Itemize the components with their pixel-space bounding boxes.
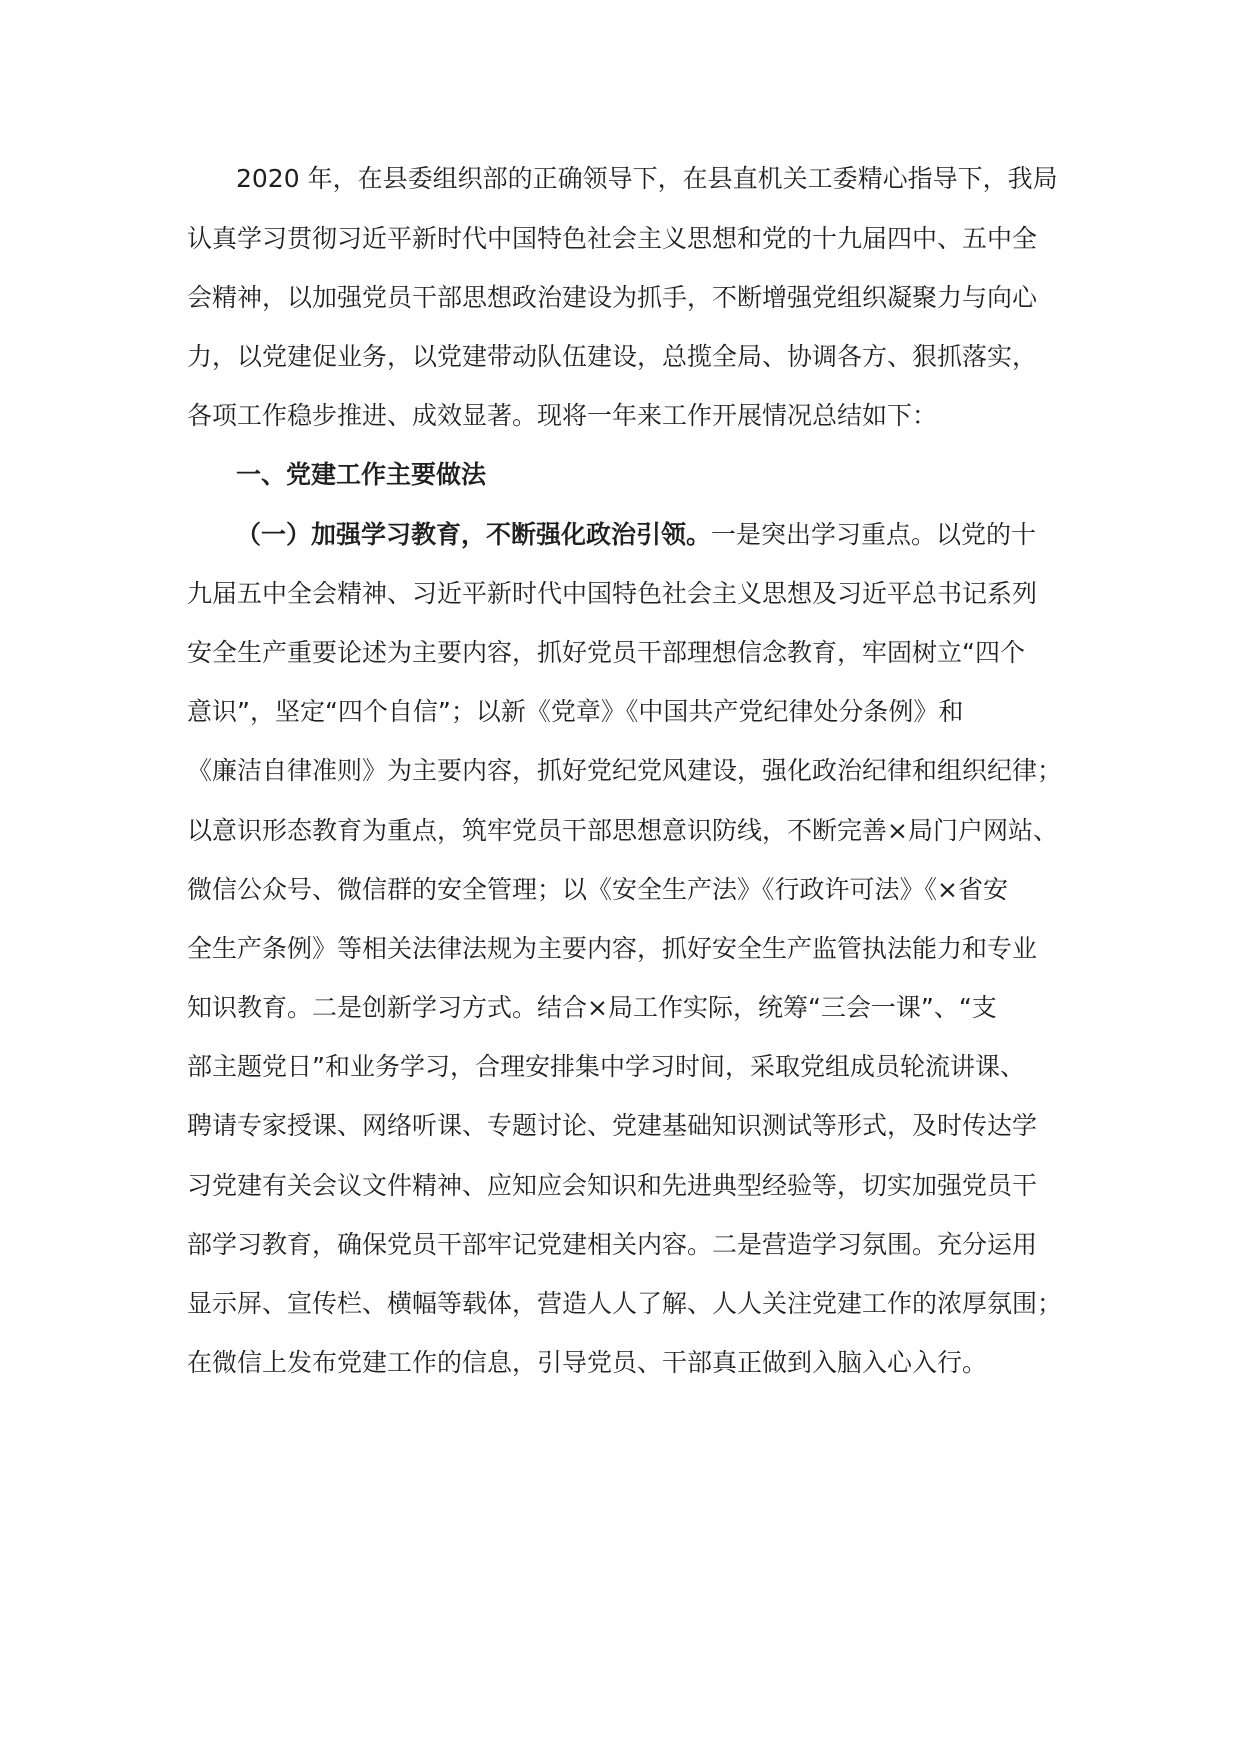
paragraph-line-18: 习党建有关会议文件精神、应知应会知识和先进典型经验等，切实加强党员干 bbox=[187, 1171, 1038, 1200]
paragraph-line-10: 意识”，坚定“四个自信”；以新《党章》《中国共产党纪律处分条例》和 bbox=[187, 697, 964, 726]
paragraph-line-11: 《廉洁自律准则》为主要内容，抓好党纪党风建设，强化政治纪律和组织纪律； bbox=[187, 756, 1063, 785]
paragraph-line-12: 以意识形态教育为重点，筑牢党员干部思想意识防线，不断完善×局门户网站、 bbox=[187, 816, 1058, 845]
paragraph-line-14: 全生产条例》等相关法律法规为主要内容，抓好安全生产监管执法能力和专业 bbox=[187, 934, 1038, 963]
subsection-line bbox=[236, 518, 1036, 552]
paragraph-line-13: 微信公众号、微信群的安全管理；以《安全生产法》《行政许可法》《×省安 bbox=[187, 875, 1008, 904]
paragraph-line-17: 聘请专家授课、网络听课、专题讨论、党建基础知识测试等形式，及时传达学 bbox=[187, 1111, 1038, 1140]
paragraph-line-8: 九届五中全会精神、习近平新时代中国特色社会主义思想及习近平总书记系列 bbox=[187, 579, 1038, 608]
paragraph-line-9: 安全生产重要论述为主要内容，抓好党员干部理想信念教育，牢固树立“四个 bbox=[187, 638, 1025, 667]
paragraph-line-21: 在微信上发布党建工作的信息，引导党员、干部真正做到入脑入心入行。 bbox=[187, 1348, 988, 1377]
paragraph-line-19: 部学习教育，确保党员干部牢记党建相关内容。二是营造学习氛围。充分运用 bbox=[187, 1230, 1038, 1259]
paragraph-line-3: 会精神，以加强党员干部思想政治建设为抓手，不断增强党组织凝聚力与向心 bbox=[187, 283, 1038, 312]
paragraph-line-20: 显示屏、宣传栏、横幅等载体，营造人人了解、人人关注党建工作的浓厚氛围； bbox=[187, 1289, 1063, 1318]
subsection-heading: （一）加强学习教育，不断强化政治引领。 bbox=[236, 520, 712, 549]
section-heading: 一、党建工作主要做法 bbox=[236, 460, 487, 489]
paragraph-line-1: 2020 年，在县委组织部的正确领导下，在县直机关工委精心指导下，我局 bbox=[236, 164, 1058, 193]
paragraph-line-16: 部主题党日”和业务学习，合理安排集中学习时间，采取党组成员轮流讲课、 bbox=[187, 1052, 1025, 1081]
paragraph-line-4: 力，以党建促业务，以党建带动队伍建设，总揽全局、协调各方、狠抓落实， bbox=[187, 342, 1038, 371]
paragraph-line-15: 知识教育。二是创新学习方式。结合×局工作实际，统筹“三会一课”、“支 bbox=[187, 993, 997, 1022]
subsection-line-text: 一是突出学习重点。以党的十 bbox=[711, 520, 1037, 549]
paragraph-line-2: 认真学习贯彻习近平新时代中国特色社会主义思想和党的十九届四中、五中全 bbox=[187, 224, 1038, 253]
paragraph-line-5: 各项工作稳步推进、成效显著。现将一年来工作开展情况总结如下： bbox=[187, 401, 938, 430]
